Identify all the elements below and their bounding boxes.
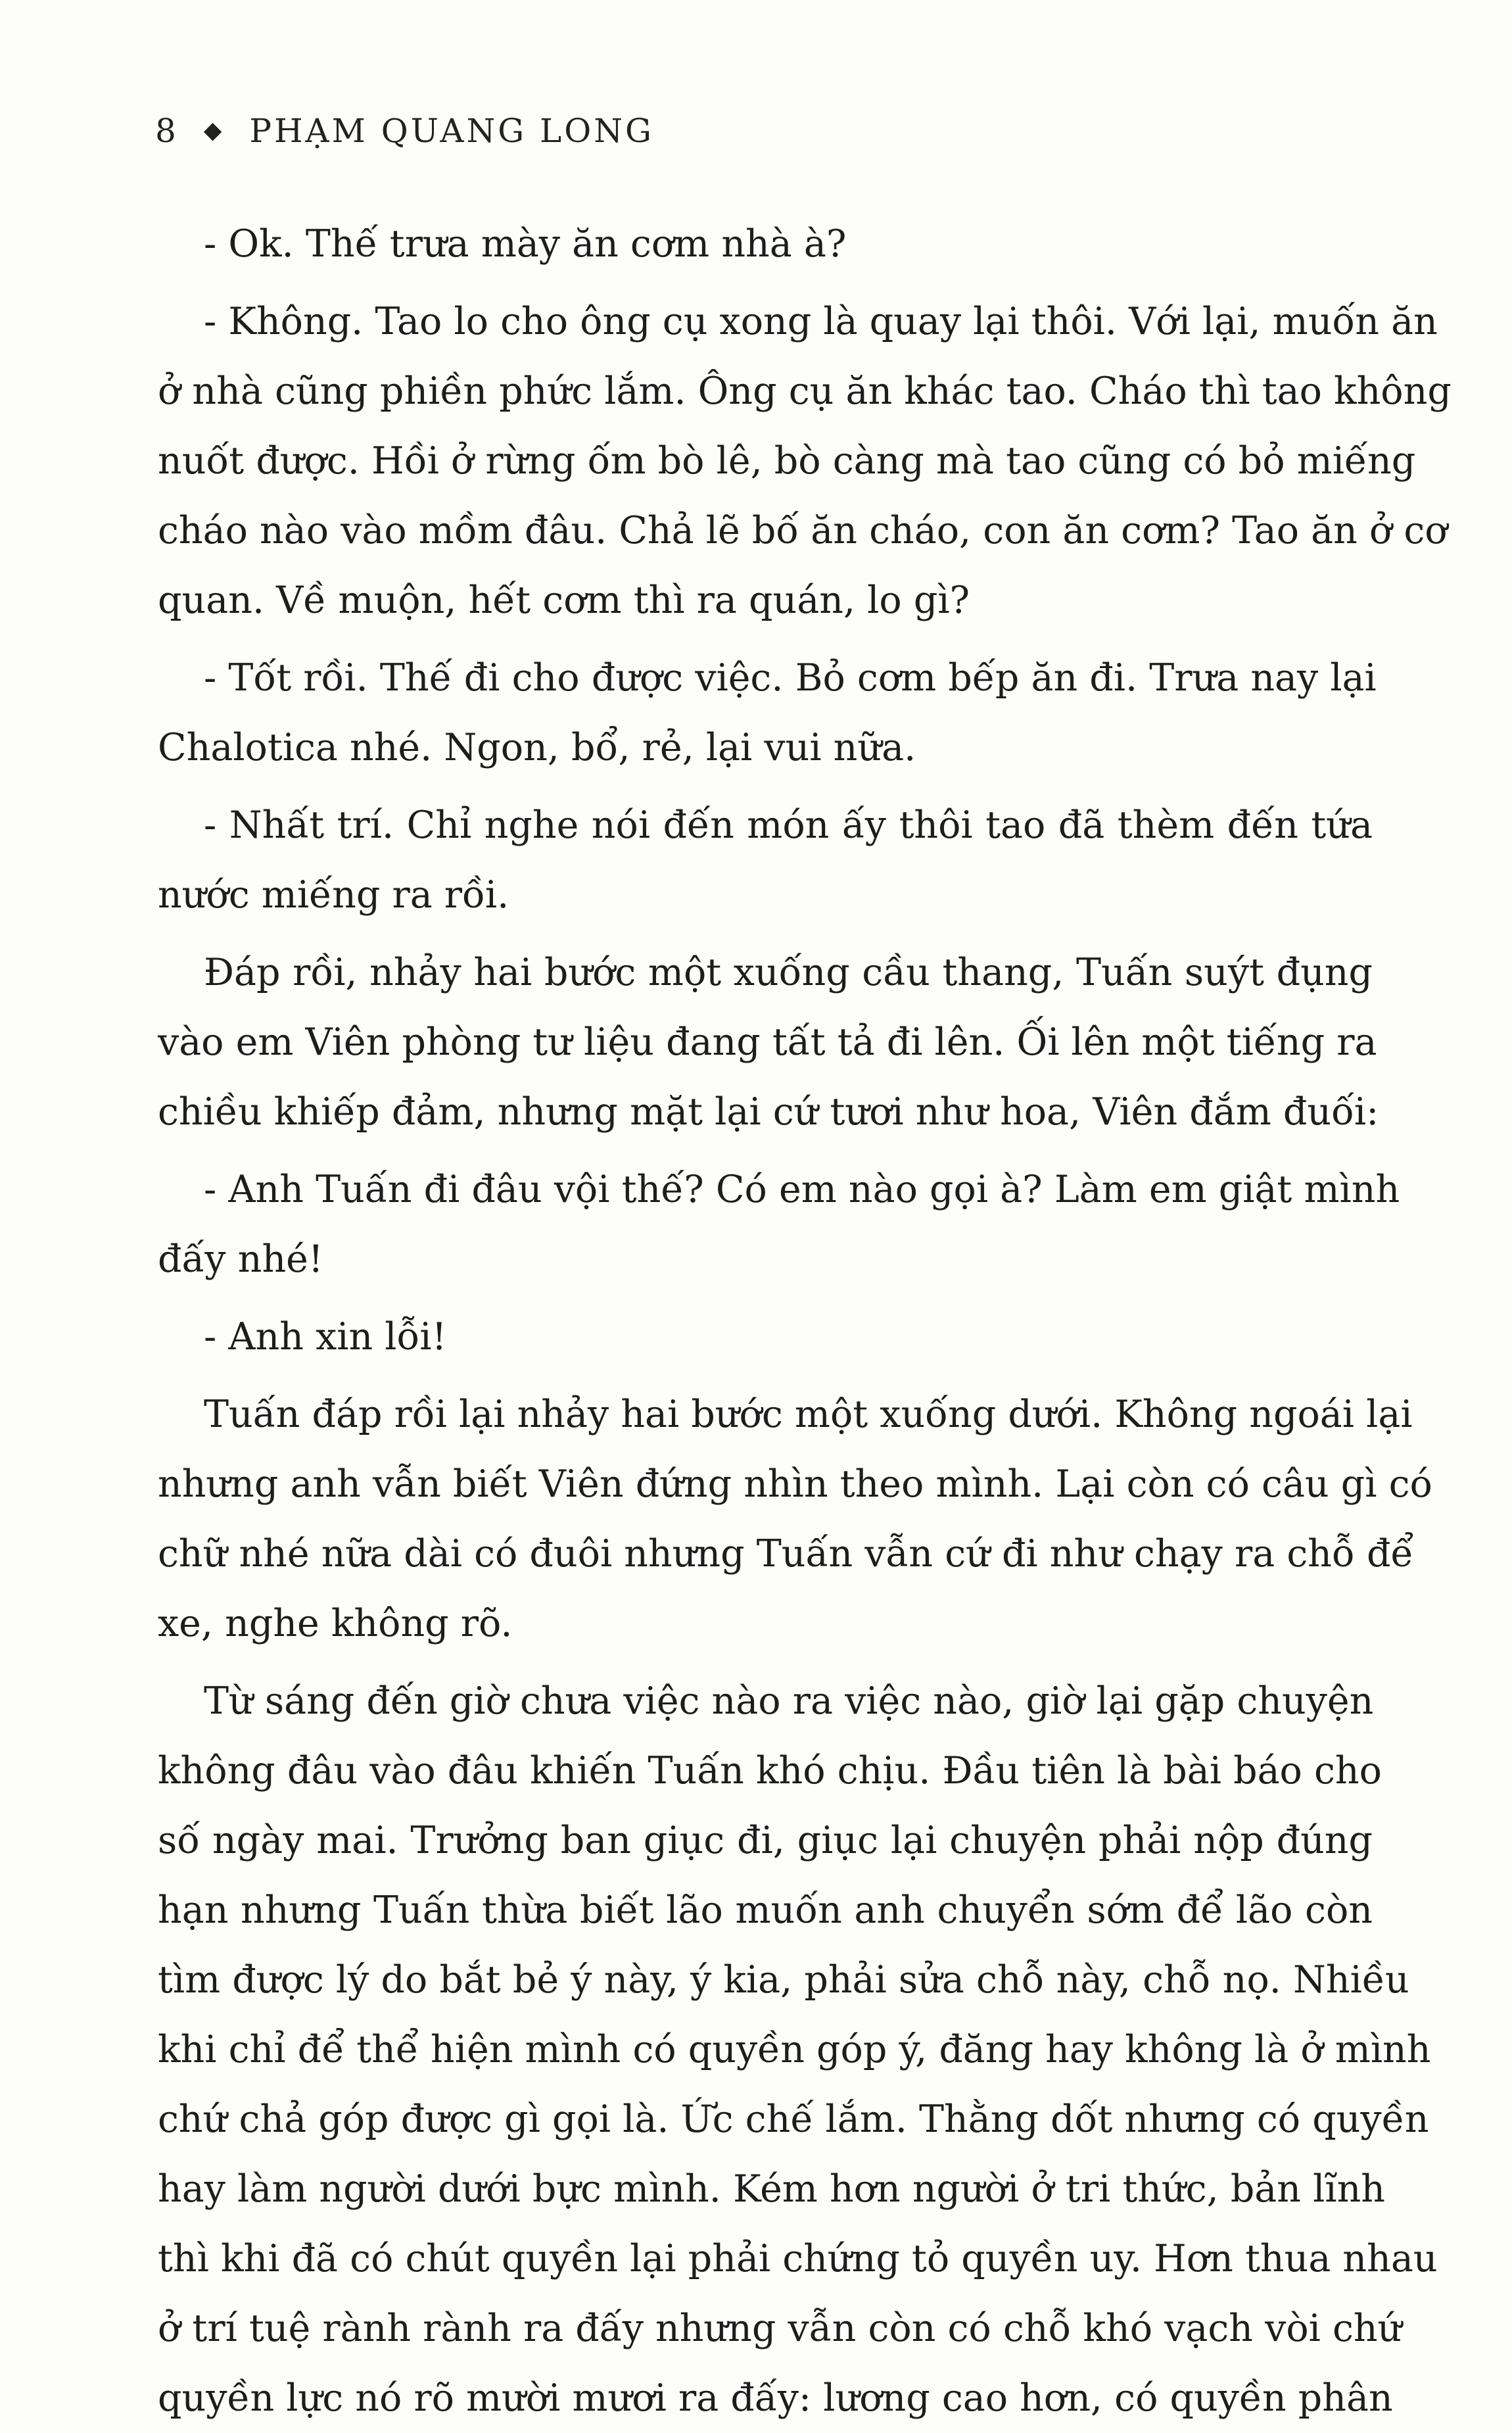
text-line: - Anh xin lỗi!: [204, 1315, 447, 1359]
running-head: [155, 112, 654, 150]
text-line: hay làm người dưới bực mình. Kém hơn người ở tri thức, bản lĩnh: [158, 2167, 1386, 2211]
text-line: - Nhất trí. Chỉ nghe nói đến món ấy thôi tao đã thèm đến tứa: [204, 804, 1373, 847]
text-line: đấy nhé!: [158, 1238, 323, 1281]
text-line: Chalotica nhé. Ngon, bổ, rẻ, lại vui nữa.: [158, 726, 916, 769]
text-line: xe, nghe không rõ.: [158, 1602, 513, 1645]
page-number: 8: [155, 112, 179, 150]
text-line: hạn nhưng Tuấn thừa biết lão muốn anh chuyển sớm để lão còn: [158, 1889, 1373, 1932]
text-line: vào em Viên phòng tư liệu đang tất tả đi lên. Ối lên một tiếng ra: [158, 1021, 1377, 1064]
text-line: thì khi đã có chút quyền lại phải chứng tỏ quyền uy. Hơn thua nhau: [158, 2237, 1438, 2280]
diamond-separator-icon: ◆: [203, 117, 225, 144]
text-line: số ngày mai. Trưởng ban giục đi, giục lại chuyện phải nộp đúng: [158, 1819, 1373, 1862]
text-line: nước miếng ra rồi.: [158, 873, 509, 917]
text-line: - Anh Tuấn đi đâu vội thế? Có em nào gọi à? Làm em giật mình: [204, 1168, 1400, 1211]
text-line: - Không. Tao lo cho ông cụ xong là quay lại thôi. Với lại, muốn ăn: [204, 300, 1438, 343]
body-text: [158, 209, 1452, 2433]
text-line: nuốt được. Hồi ở rừng ốm bò lê, bò càng mà tao cũng có bỏ miếng: [158, 439, 1416, 483]
text-line: cháo nào vào mồm đâu. Chả lẽ bố ăn cháo, con ăn cơm? Tao ăn ở cơ: [158, 509, 1448, 552]
text-line: Đáp rồi, nhảy hai bước một xuống cầu thang, Tuấn suýt đụng: [204, 951, 1373, 994]
text-line: - Ok. Thế trưa mày ăn cơm nhà à?: [204, 222, 847, 266]
text-line: khi chỉ để thể hiện mình có quyền góp ý, đăng hay không là ở mình: [158, 2028, 1431, 2071]
text-line: ở nhà cũng phiền phức lắm. Ông cụ ăn khác tao. Cháo thì tao không: [158, 370, 1452, 413]
author-name: PHẠM QUANG LONG: [249, 112, 654, 150]
text-line: ở trí tuệ rành rành ra đấy nhưng vẫn còn có chỗ khó vạch vòi chứ: [158, 2307, 1402, 2350]
text-line: tìm được lý do bắt bẻ ý này, ý kia, phải sửa chỗ này, chỗ nọ. Nhiều: [158, 1958, 1409, 2002]
text-line: quan. Về muộn, hết cơm thì ra quán, lo gì?: [158, 579, 970, 622]
text-line: Từ sáng đến giờ chưa việc nào ra việc nào, giờ lại gặp chuyện: [204, 1679, 1374, 1723]
text-line: - Tốt rồi. Thế đi cho được việc. Bỏ cơm bếp ăn đi. Trưa nay lại: [204, 656, 1377, 700]
text-line: Tuấn đáp rồi lại nhảy hai bước một xuống dưới. Không ngoái lại: [204, 1393, 1413, 1436]
text-line: quyền lực nó rõ mười mươi ra đấy: lương cao hơn, có quyền phân: [158, 2376, 1393, 2420]
text-line: chữ nhé nữa dài có đuôi nhưng Tuấn vẫn cứ đi như chạy ra chỗ để: [158, 1532, 1414, 1576]
text-line: chứ chả góp được gì gọi là. Ức chế lắm. Thằng dốt nhưng có quyền: [158, 2098, 1429, 2141]
text-line: nhưng anh vẫn biết Viên đứng nhìn theo mình. Lại còn có câu gì có: [158, 1462, 1432, 1506]
text-line: chiều khiếp đảm, nhưng mặt lại cứ tươi như hoa, Viên đắm đuối:: [158, 1090, 1379, 1134]
text-line: không đâu vào đâu khiến Tuấn khó chịu. Đầu tiên là bài báo cho: [158, 1749, 1382, 1793]
